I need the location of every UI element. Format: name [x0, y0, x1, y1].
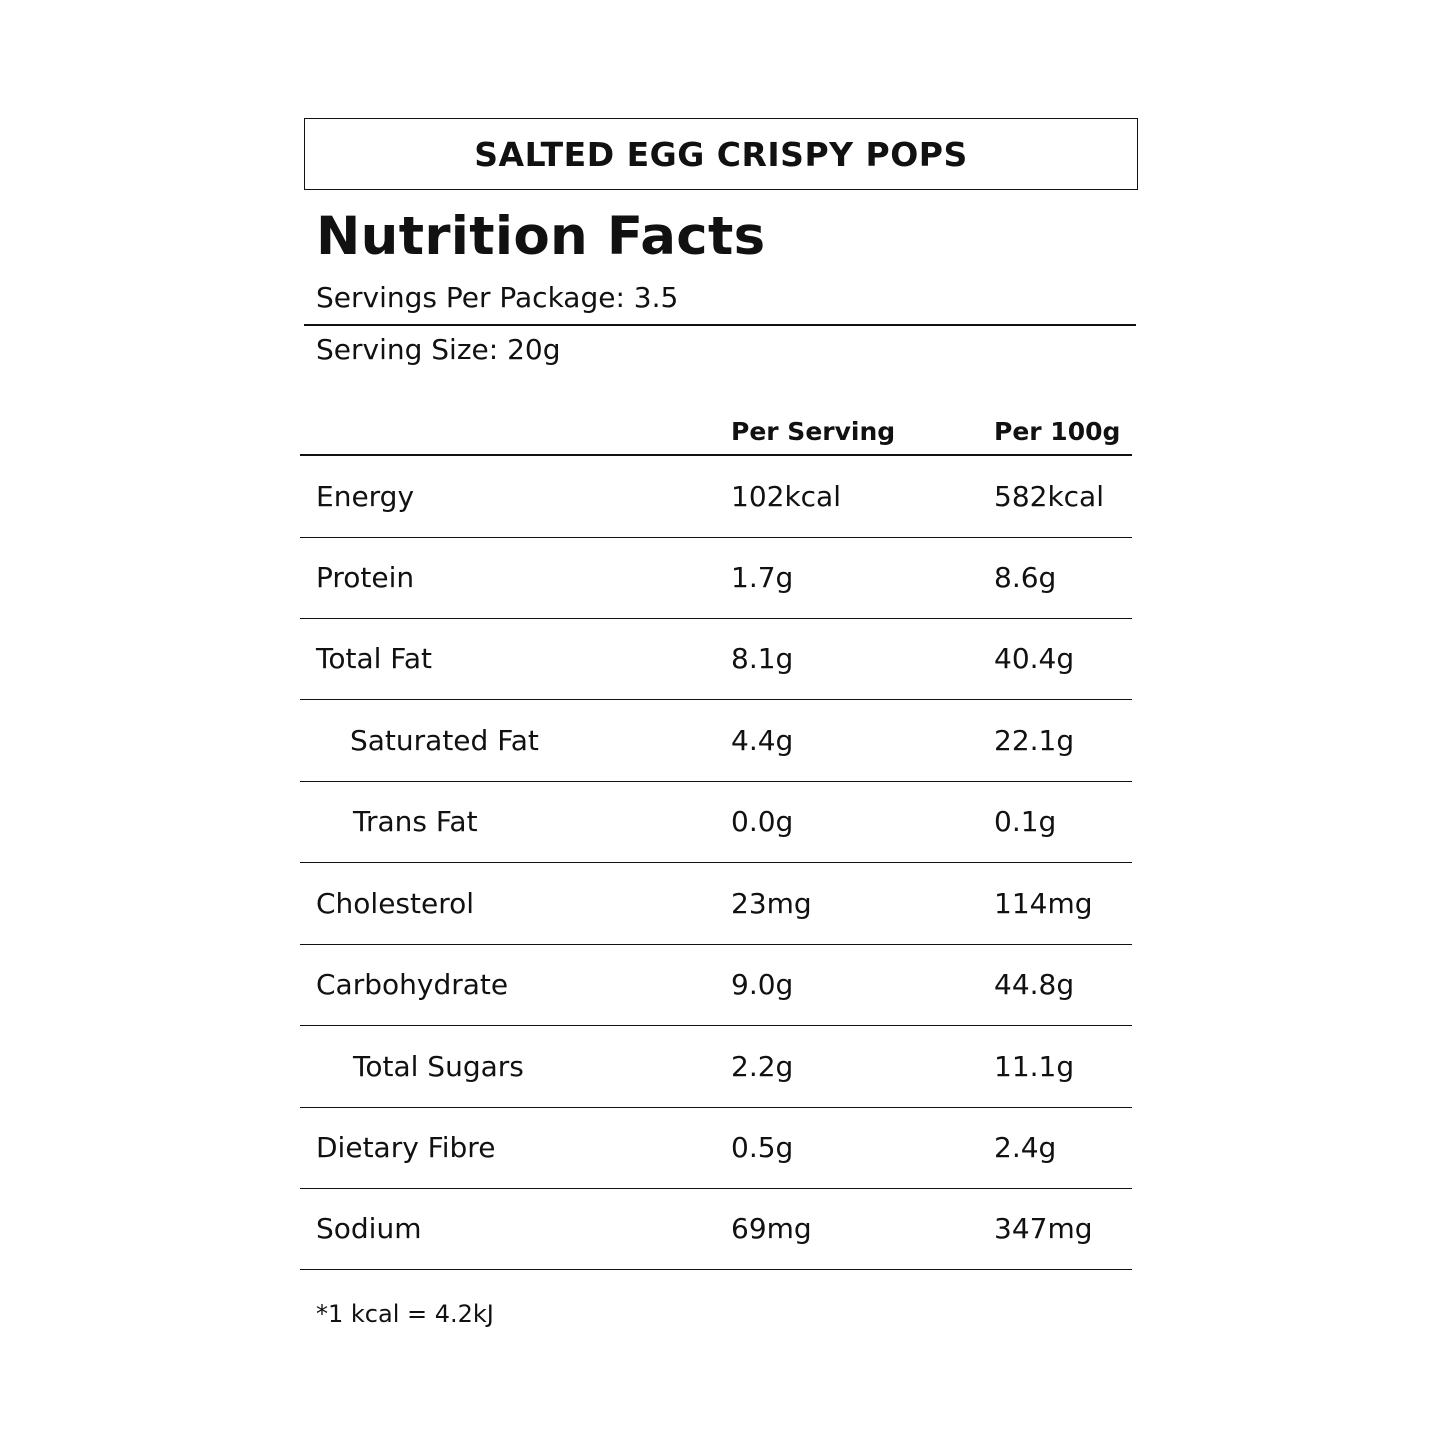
nutrient-name: Energy: [316, 480, 415, 513]
nutrient-name: Saturated Fat: [350, 724, 539, 757]
table-row: [300, 781, 1132, 862]
page-title: Nutrition Facts: [316, 206, 766, 267]
table-row: [300, 1188, 1132, 1269]
per-serving-value: 69mg: [731, 1212, 812, 1245]
per-serving-value: 4.4g: [731, 724, 794, 757]
table-row: [300, 1026, 1132, 1107]
column-header-per-serving: Per Serving: [731, 417, 896, 446]
nutrient-name: Total Sugars: [353, 1050, 524, 1083]
per-serving-value: 0.5g: [731, 1131, 794, 1164]
table-row: [300, 700, 1132, 781]
divider: [304, 324, 1136, 326]
table-row: [300, 1107, 1132, 1188]
nutrient-name: Carbohydrate: [316, 968, 509, 1001]
per-serving-value: 9.0g: [731, 968, 794, 1001]
per-serving-value: 102kcal: [731, 480, 841, 513]
nutrient-name: Trans Fat: [353, 805, 478, 838]
per-100g-value: 11.1g: [994, 1050, 1075, 1083]
per-100g-value: 44.8g: [994, 968, 1075, 1001]
per-100g-value: 0.1g: [994, 805, 1057, 838]
nutrient-name: Sodium: [316, 1212, 422, 1245]
per-100g-value: 8.6g: [994, 561, 1057, 594]
per-100g-value: 40.4g: [994, 642, 1075, 675]
per-100g-value: 347mg: [994, 1212, 1093, 1245]
per-100g-value: 114mg: [994, 887, 1093, 920]
servings-per-package: Servings Per Package: 3.5: [316, 281, 679, 314]
per-serving-value: 1.7g: [731, 561, 794, 594]
per-100g-value: 582kcal: [994, 480, 1104, 513]
per-serving-value: 23mg: [731, 887, 812, 920]
per-100g-value: 2.4g: [994, 1131, 1057, 1164]
nutrient-name: Total Fat: [316, 642, 432, 675]
row-divider: [300, 1269, 1132, 1271]
column-header-per-100g: Per 100g: [994, 417, 1121, 446]
per-100g-value: 22.1g: [994, 724, 1075, 757]
table-row: [300, 863, 1132, 944]
table-row: [300, 537, 1132, 618]
table-row: [300, 618, 1132, 699]
per-serving-value: 2.2g: [731, 1050, 794, 1083]
per-serving-value: 8.1g: [731, 642, 794, 675]
nutrient-name: Dietary Fibre: [316, 1131, 496, 1164]
serving-size: Serving Size: 20g: [316, 333, 561, 366]
product-name: SALTED EGG CRISPY POPS: [474, 134, 968, 174]
per-serving-value: 0.0g: [731, 805, 794, 838]
table-row: [300, 456, 1132, 537]
footnote: *1 kcal = 4.2kJ: [316, 1300, 494, 1328]
table-row: [300, 944, 1132, 1025]
nutrient-name: Protein: [316, 561, 415, 594]
product-name-box: [304, 118, 1138, 190]
nutrient-name: Cholesterol: [316, 887, 475, 920]
